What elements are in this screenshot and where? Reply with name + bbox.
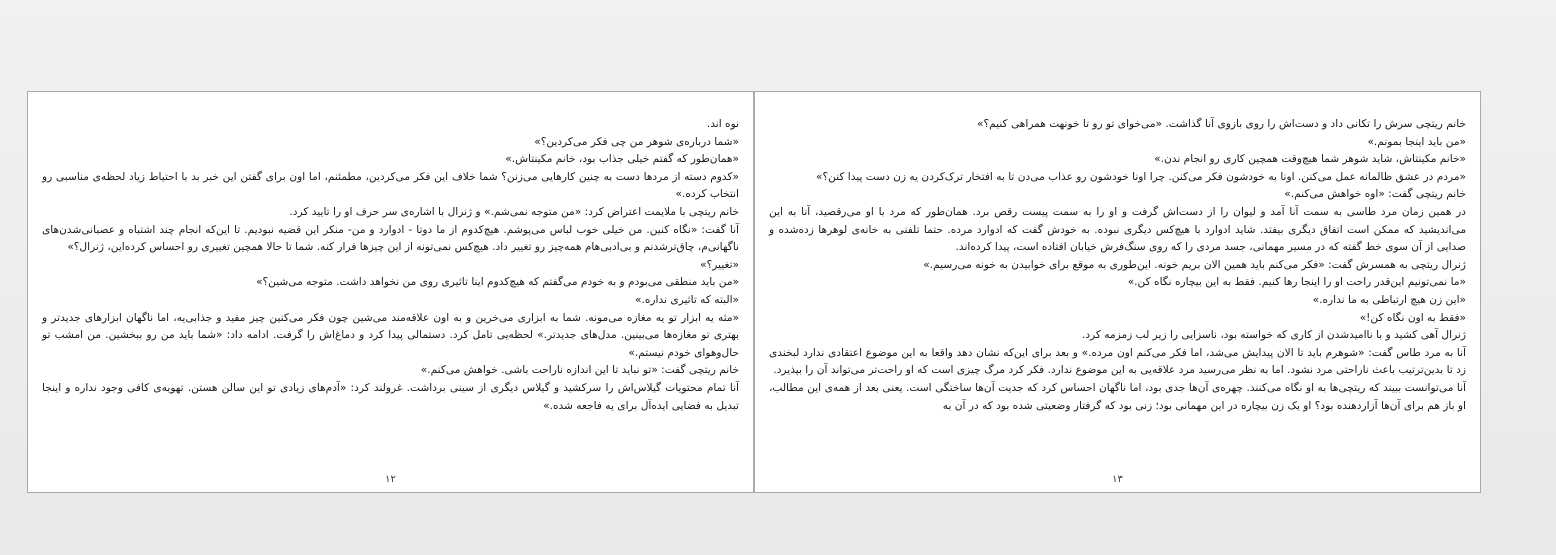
paragraph: ژنرال ریتچی به همسرش گفت: «فکر می‌کنم باید همین الان بریم خونه. این‌طوری به موقع برای خوابیدن به خونه می‌رسیم.» bbox=[923, 258, 1466, 271]
page-12 bbox=[27, 91, 754, 493]
paragraph: خانم ریتچی سرش را تکانی داد و دست‌اش را روی بازوی آنا گذاشت. «می‌خوای تو رو تا خونهت همراهی کنیم؟» bbox=[977, 118, 1466, 130]
paragraph: «تغییر؟» bbox=[700, 258, 739, 271]
paragraph: «من باید منطقی می‌بودم و به خودم می‌گفتم که هیچ‌کدوم اینا تاثیری روی من نخواهد داشت. متوجه می‌شین؟» bbox=[256, 276, 739, 289]
paragraph: «ما نمی‌تونیم این‌قدر راحت او را اینجا رها کنیم. فقط به این بیچاره نگاه کن.» bbox=[1127, 276, 1466, 289]
paragraph: ژنرال آهی کشید و با ناامیدشدن از کاری که خواسته بود، ناسزایی را زیر لب زمزمه کرد. bbox=[1081, 329, 1466, 342]
paragraph: خانم ریتچی گفت: «تو نباید تا این اندازه ناراحت باشی. خواهش می‌کنم.» bbox=[420, 364, 739, 377]
paragraph: آنا به مرد طاس گفت: «شوهرم باید تا الان پیدایش می‌شد، اما فکر می‌کنم اون مرده.» و بعد برای این‌که نشان دهد واقعا به این موضوع اعتقادی ندارد لبخندی زد تا بدین‌ترتیب باعث ناراحتی مرد نشود. اما به نظر می‌رسید مرد علاقه‌یی به این موضوع ندارد. فکر کرد مرگ چیزی است که او راحت‌تر می‌تواند آن را بپذیرد. bbox=[769, 346, 1466, 377]
paragraph: آنا می‌توانست ببیند که ریتچی‌ها به او نگاه می‌کنند. چهره‌ی آن‌ها جدی بود، اما ناگهان احساس کرد که جدیت آن‌ها ساختگی است. یعنی بعد از همه‌ی این مطالب، او باز هم برای آن‌ها آزاردهنده بود؟ او یک زن بیچاره در این مهمانی بود؛ زنی بود که گرفتار وضعیتی شده بود که در آن به bbox=[769, 381, 1466, 412]
paragraph: در همین زمان مرد طاسی به سمت آنا آمد و لیوان را از دست‌اش گرفت و او را به سمت پیست رقص برد. همان‌طور که مرد با او می‌رقصید، آنا به این می‌اندیشید که ممکن است اتفاق دیگری بیفتد. شاید ادوارد با هیچ‌کس دیگری نبوده. به خودش گفت که ادوارد مرده. حتما تلفنی به خانه‌ی لوهرها زده‌شده و صدایی از آن سوی خط گفته که در مسیر مهمانی، جسد مردی را که روی سنگ‌فرش خیابان افتاده است، پیدا کرده‌اند. bbox=[769, 205, 1466, 254]
paragraph: خانم ریتچی گفت: «اوه خواهش می‌کنم.» bbox=[1284, 188, 1466, 201]
paragraph: آنا گفت: «نگاه کنین. من خیلی خوب لباس می‌پوشم. هیچ‌کدوم از ما دوتا - ادوارد و من- منکر این قضیه نبودیم. تا این‌که انجام چند اشتباه و عصبانی‌شدن‌های ناگهانی‌م، چاق‌ترشدنم و بی‌ادبی‌هام همه‌چیز رو تغییر داد. هیچ‌کس نمی‌تونه از این چیزها فرار کنه. شما تا حالا همچین تغییری رو احساس کرده‌این، ژنرال؟» bbox=[42, 223, 739, 254]
paragraph: «خانم مکینتاش، شاید شوهر شما هیچ‌وقت همچین کاری رو انجام ندن.» bbox=[1154, 153, 1466, 166]
paragraph: «البته که تاثیری نداره.» bbox=[635, 293, 739, 306]
paragraph: «همان‌طور که گفتم خیلی جذاب بود، خانم مکینتاش.» bbox=[505, 153, 739, 166]
paragraph: «من باید اینجا بمونم.» bbox=[1367, 135, 1466, 148]
paragraph: آنا تمام محتویات گیلاس‌اش را سرکشید و گیلاس دیگری از سینی برداشت. غرولند کرد: «آدم‌های زیادی تو این سالن هستن. تهویه‌ی کافی وجود نداره و اینجا تبدیل به فضایی ایده‌آل برای یه فاجعه شده.» bbox=[42, 381, 739, 412]
page-number: ۱۳ bbox=[1112, 474, 1123, 485]
paragraph: «کدوم دسته از مردها دست به چنین کارهایی می‌زنن؟ شما خلاف این فکر می‌کردین، مطمئنم، اما اون برای گفتن این خبر بد با احتیاط زیاد لحظه‌ی مناسبی رو انتخاب کرده.» bbox=[42, 170, 739, 201]
paragraph: «مردم در عشق ظالمانه عمل می‌کنن. اونا به خودشون فکر می‌کنن. چرا اونا خودشون رو عذاب می‌دن تا به افتخار ترک‌کردن یه زن دست پیدا کنن؟» bbox=[816, 170, 1466, 183]
paragraph: خانم ریتچی با ملایمت اعتراض کرد: «من متوجه نمی‌شم.» و ژنرال با اشاره‌ی سر حرف او را تایید کرد. bbox=[289, 205, 739, 218]
paragraph: «این زن هیچ ارتباطی به ما نداره.» bbox=[1312, 293, 1466, 306]
paragraph: «مثه یه ابزار تو یه مغازه می‌مونه. شما به ابزاری می‌خرین و به اون علاقه‌مند می‌شین چون فکر می‌کنین چیز مفید و جذابی‌یه، اما ناگهان ابزارهای جدیدتر و بهتری تو مغازه‌ها می‌بینین. مدل‌های جدیدتر.» لحظه‌یی تامل کرد. دستمالی پیدا کرد و دماغ‌اش را گرفت. ادامه داد: «شما باید من رو ببخشین. من امشب تو حال‌وهوای خودم نیستم.» bbox=[42, 311, 739, 359]
paragraph: نوه اند. bbox=[706, 118, 739, 130]
paragraph: «شما درباره‌ی شوهر من چی فکر می‌کردین؟» bbox=[534, 135, 739, 148]
page-13 bbox=[754, 91, 1481, 493]
page-13-text bbox=[769, 116, 1466, 415]
paragraph: «فقط به اون نگاه کن!» bbox=[1359, 311, 1466, 324]
page-12-text bbox=[42, 116, 739, 415]
page-number: ۱۲ bbox=[385, 474, 396, 485]
